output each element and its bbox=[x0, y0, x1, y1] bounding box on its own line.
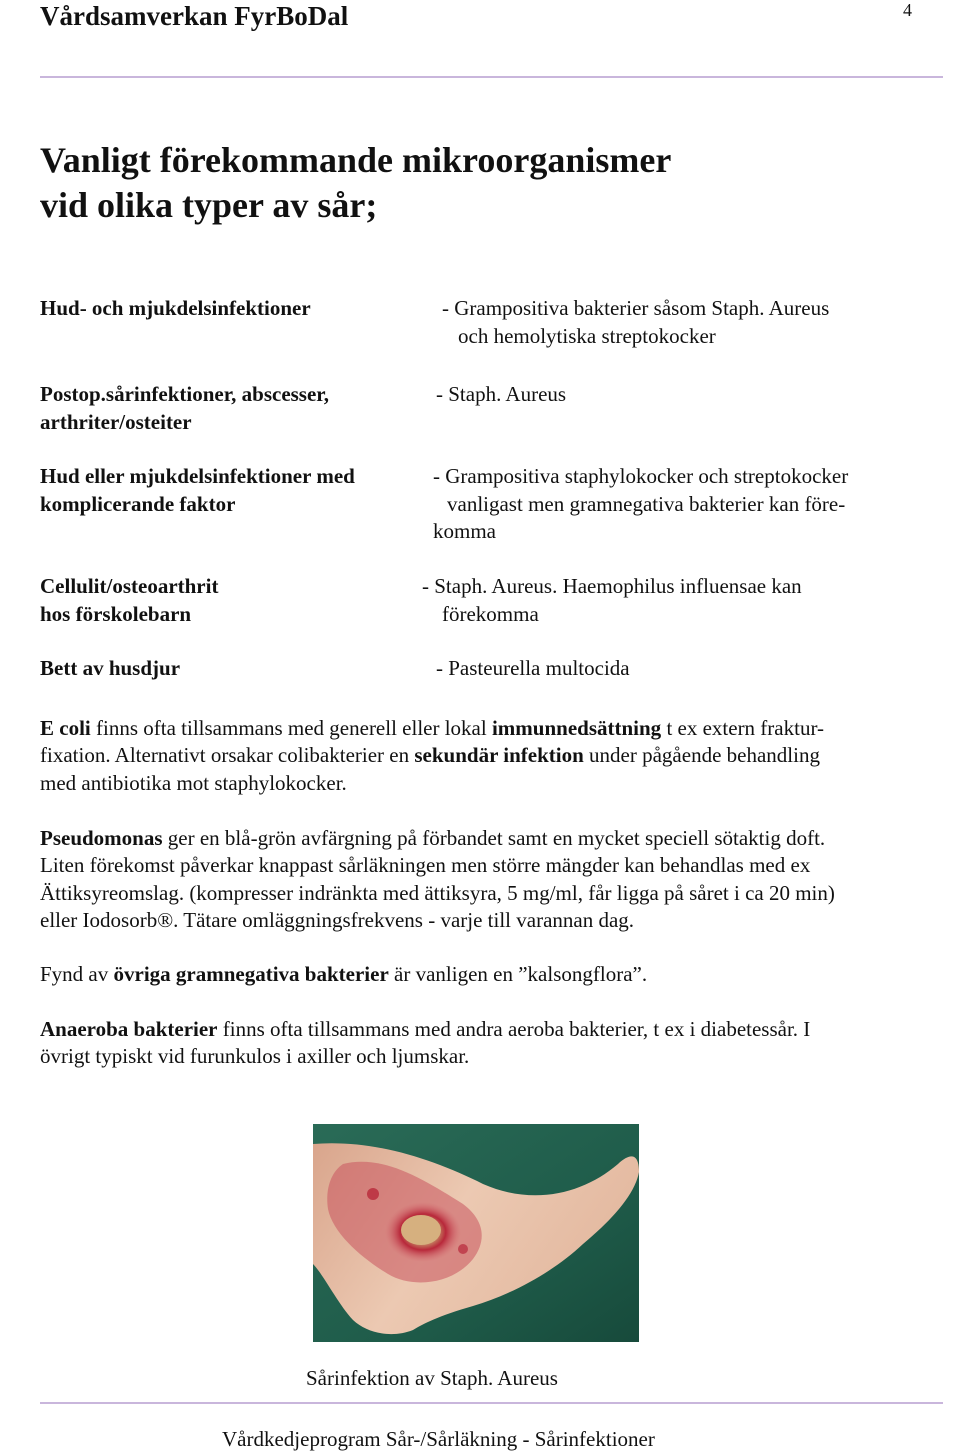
condition-cell bbox=[40, 463, 355, 518]
condition-text: arthriter/osteiter bbox=[40, 409, 192, 434]
text-span: under pågående behandling bbox=[583, 743, 820, 768]
term-sekundar-infektion: sekundär infektion bbox=[414, 743, 584, 768]
gramnegative-paragraph bbox=[40, 961, 920, 988]
paragraph-line: med antibiotika mot staphylokocker. bbox=[40, 770, 347, 795]
pseudomonas-paragraph bbox=[40, 825, 920, 935]
term-pseudomonas: Pseudomonas bbox=[40, 826, 163, 850]
organism-cell bbox=[436, 381, 566, 409]
wound-photo bbox=[313, 1124, 639, 1342]
condition-text: Hud- och mjukdelsinfektioner bbox=[40, 296, 311, 320]
footer-divider bbox=[40, 1402, 943, 1404]
organism-text: - Staph. Aureus. Haemophilus influensae kan bbox=[422, 574, 802, 598]
ecoli-paragraph bbox=[40, 715, 920, 797]
organism-cell bbox=[433, 463, 848, 546]
organism-text: förekomma bbox=[442, 601, 539, 626]
organism-text: - Grampositiva staphylokocker och streptokocker bbox=[433, 464, 849, 488]
paragraph-line bbox=[40, 961, 920, 988]
organism-text: och hemolytiska streptokocker bbox=[458, 323, 716, 348]
lesion-spot bbox=[458, 1244, 468, 1254]
condition-cell bbox=[40, 573, 218, 628]
condition-cell bbox=[40, 655, 180, 683]
paragraph-line: eller Iodosorb®. Tätare omläggningsfrekvens - varje till varannan dag. bbox=[40, 908, 635, 933]
text-span: finns ofta tillsammans med generell eller lokal bbox=[90, 716, 492, 740]
condition-text: Postop.sårinfektioner, abscesser, bbox=[40, 382, 329, 406]
term-gramnegativa: övriga gramnegativa bakterier bbox=[113, 962, 389, 986]
text-span: fixation. Alternativt orsakar colibakterier en bbox=[40, 743, 415, 768]
header-divider bbox=[40, 76, 943, 78]
organism-cell bbox=[442, 295, 829, 350]
paragraph-line bbox=[40, 825, 920, 852]
text-span: ger en blå-grön avfärgning på förbandet samt en mycket speciell sötaktig doft. bbox=[162, 826, 826, 850]
figure-caption: Sårinfektion av Staph. Aureus bbox=[306, 1366, 558, 1390]
condition-text: Bett av husdjur bbox=[40, 656, 181, 680]
term-ecoli: E coli bbox=[40, 716, 91, 740]
condition-text: hos förskolebarn bbox=[40, 601, 192, 626]
condition-text: komplicerande faktor bbox=[40, 491, 236, 516]
paragraph-line bbox=[40, 742, 920, 769]
wound-slough bbox=[401, 1215, 441, 1245]
anaerobic-paragraph bbox=[40, 1016, 920, 1071]
foot-wound-image bbox=[313, 1124, 639, 1342]
paragraph-line bbox=[40, 1016, 920, 1043]
page-number: 4 bbox=[903, 0, 912, 20]
text-span: t ex extern fraktur- bbox=[661, 716, 825, 740]
paragraph-line bbox=[40, 715, 920, 742]
organism-text: - Grampositiva bakterier såsom Staph. Aureus bbox=[442, 296, 830, 320]
organism-text: vanligast men gramnegativa bakterier kan före- bbox=[447, 491, 846, 516]
condition-cell bbox=[40, 295, 311, 323]
condition-cell bbox=[40, 381, 329, 436]
paragraph-line: övrigt typiskt vid furunkulos i axiller och ljumskar. bbox=[40, 1044, 470, 1069]
footer-text: Vårdkedjeprogram Sår-/Sårläkning - Sårinfektioner bbox=[222, 1427, 655, 1451]
page-heading bbox=[40, 138, 671, 228]
paragraph-line: Ättiksyreomslag. (kompresser indränkta med ättiksyra, 5 mg/ml, får ligga på såret i ca 20 min) bbox=[40, 880, 835, 905]
condition-text: Cellulit/osteoarthrit bbox=[40, 574, 219, 598]
organism-text: komma bbox=[433, 519, 496, 543]
organism-cell bbox=[436, 655, 630, 683]
text-span: finns ofta tillsammans med andra aeroba bakterier, t ex i diabetessår. I bbox=[217, 1017, 811, 1041]
heading-line-1: Vanligt förekommande mikroorganismer bbox=[40, 140, 672, 180]
term-anaeroba: Anaeroba bakterier bbox=[40, 1017, 218, 1041]
text-span: Fynd av bbox=[40, 962, 114, 986]
term-immunnedsattning: immunnedsättning bbox=[491, 716, 662, 740]
paragraph-line: Liten förekomst påverkar knappast sårläkningen men större mängder kan behandlas med ex bbox=[40, 853, 811, 878]
text-span: är vanligen en ”kalsongflora”. bbox=[388, 962, 648, 986]
organism-text: - Staph. Aureus bbox=[436, 382, 567, 406]
organism-text: - Pasteurella multocida bbox=[436, 656, 630, 680]
document-title: Vårdsamverkan FyrBoDal bbox=[40, 1, 349, 31]
heading-line-2: vid olika typer av sår; bbox=[40, 185, 378, 225]
condition-text: Hud eller mjukdelsinfektioner med bbox=[40, 464, 355, 488]
lesion-spot bbox=[367, 1188, 379, 1200]
organism-cell bbox=[422, 573, 802, 628]
